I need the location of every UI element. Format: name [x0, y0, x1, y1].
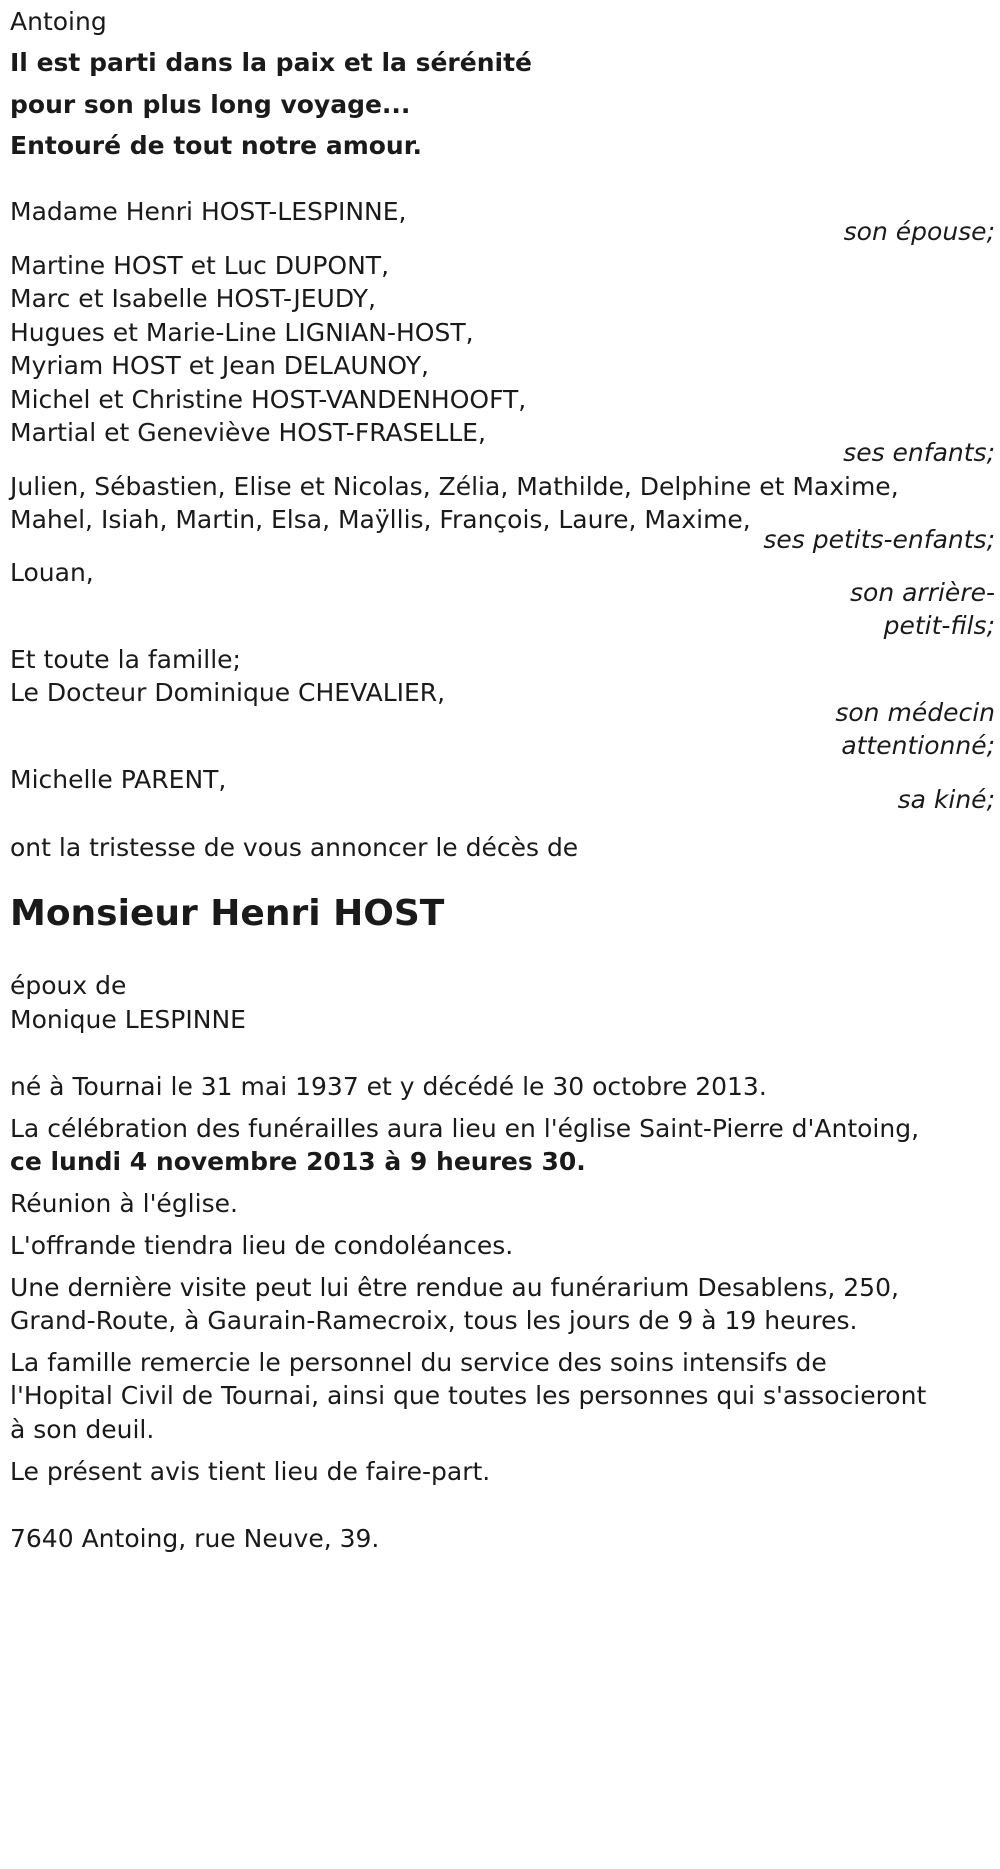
verse-line-3: Entouré de tout notre amour. [10, 131, 422, 160]
grandchildren-line-2: Mahel, Isiah, Martin, Elsa, Maÿllis, François, Laure, Maxime, [10, 505, 751, 534]
birth-death-text: né à Tournai le 31 mai 1937 et y décédé le 30 octobre 2013. [10, 1072, 767, 1101]
great-grandchild-names: Louan, [10, 558, 94, 587]
address-text: 7640 Antoing, rue Neuve, 39. [10, 1524, 380, 1553]
child-line-1: Martine HOST et Luc DUPONT, [10, 251, 390, 280]
ceremony-text: La célébration des funérailles aura lieu en l'église Saint-Pierre d'Antoing, [10, 1114, 920, 1143]
great-grandchild-role-line-1: son arrière- [850, 578, 995, 607]
ceremony-date: ce lundi 4 novembre 2013 à 9 heures 30. [10, 1147, 586, 1176]
visit-line-1: Une dernière visite peut lui être rendue au funérarium Desablens, 250, [10, 1273, 899, 1302]
doctor-names: Le Docteur Dominique CHEVALIER, [10, 678, 446, 707]
child-line-5: Michel et Christine HOST-VANDENHOOFT, [10, 385, 527, 414]
spouse-names: Madame Henri HOST-LESPINNE, [10, 197, 407, 226]
children-role: ses enfants; [843, 438, 995, 467]
notice-text: Le présent avis tient lieu de faire-part. [10, 1457, 491, 1486]
child-line-3: Hugues et Marie-Line LIGNIAN-HOST, [10, 318, 474, 347]
announcement-text: ont la tristesse de vous annoncer le décès de [10, 833, 579, 862]
doctor-role-line-2: attentionné; [841, 731, 995, 760]
physio-role: sa kiné; [897, 785, 995, 814]
physio-names: Michelle PARENT, [10, 765, 227, 794]
spouse-label: époux de [10, 971, 127, 1000]
thanks-line-2: l'Hopital Civil de Tournai, ainsi que toutes les personnes qui s'associeront [10, 1381, 927, 1410]
grandchildren-line-1: Julien, Sébastien, Elise et Nicolas, Zélia, Mathilde, Delphine et Maxime, [10, 472, 899, 501]
rest-of-family: Et toute la famille; [10, 645, 241, 674]
deceased-name: Monsieur Henri HOST [10, 893, 445, 934]
child-line-2: Marc et Isabelle HOST-JEUDY, [10, 284, 376, 313]
great-grandchild-role-line-2: petit-fils; [883, 611, 995, 640]
doctor-role-line-1: son médecin [835, 698, 995, 727]
grandchildren-role: ses petits-enfants; [763, 525, 995, 554]
verse-line-1: Il est parti dans la paix et la sérénité [10, 48, 532, 77]
thanks-line-1: La famille remercie le personnel du service des soins intensifs de [10, 1348, 827, 1377]
spouse-name: Monique LESPINNE [10, 1005, 246, 1034]
visit-line-2: Grand-Route, à Gaurain-Ramecroix, tous les jours de 9 à 19 heures. [10, 1306, 858, 1335]
meeting-text: Réunion à l'église. [10, 1189, 238, 1218]
thanks-line-3: à son deuil. [10, 1415, 155, 1444]
condolences-text: L'offrande tiendra lieu de condoléances. [10, 1231, 514, 1260]
town-name: Antoing [10, 7, 107, 36]
spouse-role: son épouse; [843, 217, 995, 246]
child-line-6: Martial et Geneviève HOST-FRASELLE, [10, 418, 486, 447]
verse-line-2: pour son plus long voyage... [10, 90, 411, 119]
child-line-4: Myriam HOST et Jean DELAUNOY, [10, 351, 429, 380]
